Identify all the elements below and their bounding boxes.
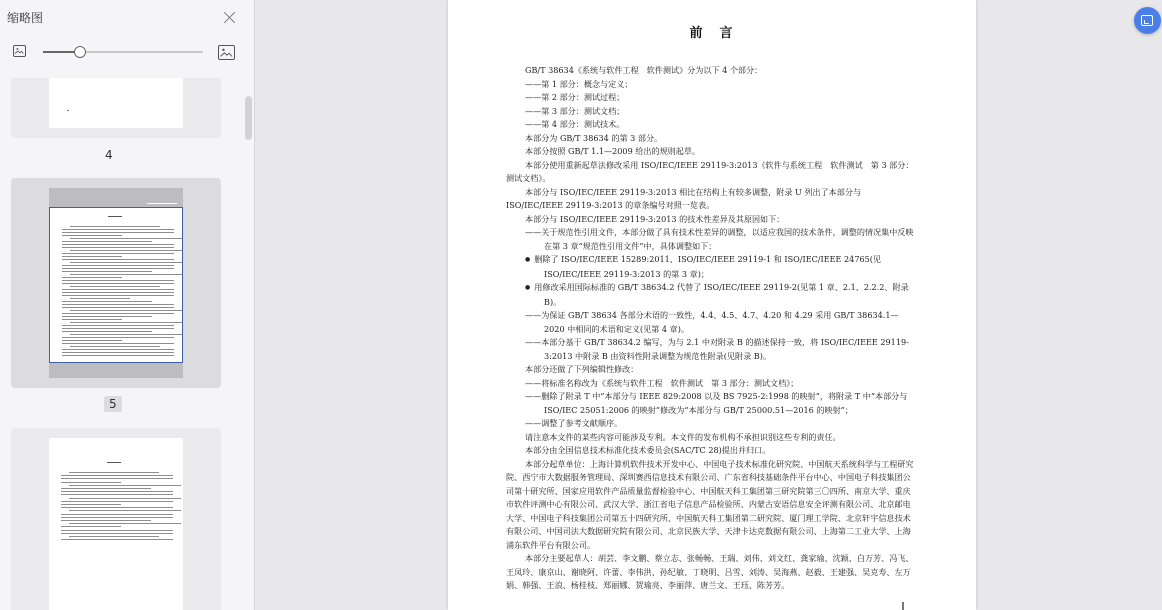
thumb-text-line — [62, 319, 122, 320]
paragraph: ——关于规范性引用文件，本部分做了具有技术性差异的调整，以适应我国的技术条件，调整的情况集中反映在第 3 章“规范性引用文件”中，具体调整如下： — [525, 227, 914, 251]
thumbnail-page-4-image — [49, 78, 183, 128]
thumb-text-line — [61, 482, 121, 483]
thumb-text-line — [70, 298, 130, 299]
paragraph: ——第 1 部分：概念与定义； — [525, 78, 633, 89]
thumb-text-line — [61, 504, 121, 505]
thumb-text-line — [62, 316, 152, 317]
image-export-icon — [1141, 15, 1153, 26]
paragraph: 本部分与 ISO/IEC/IEEE 29119-3:2013 的技术性差异及其原因如下： — [525, 213, 785, 224]
thumb-text-line — [61, 530, 173, 531]
thumb-text-line — [70, 346, 160, 347]
paragraph: 本部分起草单位：上海计算机软件技术开发中心、中国电子技术标准化研究院、中国航天系统科学与工程研究院、西宁市大数据服务管理局、深圳赛西信息技术有限公司、广东省科技基础条件平台中心、中国电子科技集团公司第十研究所、国家应用软件产品质量监督检验中心、中国航天科工集团第三研究院第三〇四所、南京大学、重庆市软件评测中心有限公司、武汉大学、浙江省电子信息产品检验所、内蒙古安语信息安全评测有限公司、北京邮电大学、中国电子科技集团公司第五十四研究所、中国航天科工集团第二研究院、厦门理工学院、北京轩宇信息技术有限公司、中国司法大数据研究院有限公司、北京民族大学、天津卡达克数据有限公司、上海第二工业大学、上海浦东软件平台有限公司。 — [506, 458, 914, 550]
thumb-text-line — [62, 280, 174, 281]
thumb-text-line — [62, 253, 174, 254]
thumb-text-line — [62, 277, 122, 278]
paragraph: 本部分按照 GB/T 1.1—2009 给出的规则起草。 — [525, 146, 701, 156]
thumb-text-line — [61, 507, 173, 508]
paragraph: ● 用修改采用国际标准的 GB/T 38634.2 代替了 ISO/IEC/IEEE 29119-2(见第 1 章、2.1、2.2.2、附录 B)。 — [506, 281, 918, 309]
thumb-text-line — [70, 238, 182, 239]
thumb-text-line — [61, 526, 121, 527]
thumb-title-line — [107, 462, 121, 463]
thumb-text-line — [70, 226, 160, 227]
thumb-mark — [147, 203, 177, 204]
thumb-text-line — [69, 472, 159, 473]
thumb-text-line — [62, 283, 174, 284]
paragraph: ● 删除了 ISO/IEC/IEEE 15289:2011、ISO/IEC/IEEE 29119-1 和 ISO/IEC/IEEE 24765(见 ISO/IEC/IEEE 29119-3:2013 的第 3 章)； — [506, 253, 918, 281]
thumb-text-line — [62, 301, 152, 302]
thumb-title-line — [108, 216, 122, 217]
thumb-text-line — [62, 328, 174, 329]
thumbnail-label-5: 5 — [104, 396, 122, 412]
sidebar-title: 缩略图 — [7, 11, 44, 25]
thumb-text-line — [62, 337, 174, 338]
thumbnail-page-6[interactable] — [11, 428, 221, 610]
thumb-text-line — [61, 533, 173, 534]
thumb-text-line — [62, 352, 174, 353]
thumb-text-line — [62, 256, 122, 257]
thumb-text-line — [69, 536, 159, 537]
thumb-text-line — [62, 229, 174, 230]
close-icon[interactable] — [223, 11, 236, 24]
large-image-glyph — [219, 46, 234, 59]
thumb-text-line — [70, 322, 182, 323]
thumbnail-list[interactable] — [0, 78, 244, 610]
paragraph: ——将标准名称改为《系统与软件工程 软件测试 第 3 部分：测试文档》； — [525, 377, 799, 388]
thumb-text-line — [61, 488, 151, 489]
paragraph: ——第 3 部分：测试文档； — [525, 105, 625, 116]
sidebar-scrollbar[interactable] — [245, 96, 252, 140]
document-page — [448, 0, 976, 610]
thumb-text-line — [62, 259, 174, 260]
thumbnail-sidebar — [0, 0, 255, 610]
thumb-text-line — [62, 241, 152, 242]
thumb-text-line — [62, 289, 174, 290]
thumb-text-line — [69, 510, 181, 511]
thumb-text-line — [62, 232, 174, 233]
thumb-text-line — [70, 310, 182, 311]
small-image-icon[interactable] — [13, 45, 26, 57]
thumb-text-line — [62, 265, 174, 266]
document-body — [506, 64, 918, 593]
thumb-text-line — [61, 491, 173, 492]
thumb-text-line — [62, 304, 174, 305]
paragraph: 本部分还做了下列编辑性修改： — [525, 364, 639, 374]
thumb-text-line — [62, 349, 174, 350]
zoom-slider-handle[interactable] — [74, 46, 86, 58]
thumb-text-line — [62, 244, 174, 245]
paragraph: 本部分与 ISO/IEC/IEEE 29119-3:2013 相比在结构上有较多调整，附录 U 列出了本部分与 ISO/IEC/IEEE 29119-3:2013 的章条编号对照一览表。 — [506, 186, 862, 210]
thumb-text-line — [61, 475, 173, 476]
thumbnail-page-5[interactable] — [11, 178, 221, 388]
paragraph: ——第 2 部分：测试过程； — [525, 92, 625, 102]
paragraph: 本部分主要起草人：胡芸、李文鹏、蔡立志、张畅畅、王瑞、刘伟、刘文红、龚家瑜、沈颖、白万芳、冯飞、王凤玲、康京山、谢晓阿、许蕾、李伟洪、孙纪敏、丁晓明、吕雪、刘涛、吴海燕、赵毅、王建强、吴克寿、左万娟、韩强、王浪、杨桂枝、郑丽娜、贺瑜亮、李丽萍、唐兰文、王珏、陈芳芳。 — [506, 553, 914, 590]
thumb-text-line — [62, 325, 174, 326]
thumb-text-line — [69, 523, 181, 524]
paragraph: GB/T 38634《系统与软件工程 软件测试》分为以下 4 个部分： — [525, 65, 763, 75]
paragraph: 请注意本文件的某些内容可能涉及专利。本文件的发布机构不承担识别这些专利的责任。 — [525, 431, 841, 442]
page-title: 前 言 — [689, 26, 735, 41]
thumb-text-line — [61, 501, 173, 502]
paragraph: ——第 4 部分：测试技术。 — [525, 119, 625, 129]
thumb-text-line — [70, 274, 182, 275]
paragraph: 本部分为 GB/T 38634 的第 3 部分。 — [525, 132, 663, 143]
page-mark — [902, 602, 904, 610]
thumb-text-line — [62, 271, 152, 272]
thumb-mark — [67, 110, 69, 111]
thumb-text-line — [61, 478, 173, 479]
thumb-text-line — [62, 307, 174, 308]
paragraph: 本部分使用重新起草法修改采用 ISO/IEC/IEEE 29119-3:2013《软件与系统工程 软件测试 第 3 部分：测试文档》。 — [506, 159, 914, 183]
large-image-icon[interactable] — [218, 45, 235, 60]
thumb-text-line — [70, 334, 182, 335]
paragraph: 本部分由全国信息技术标准化技术委员会(SAC/TC 28)提出并归口。 — [525, 445, 771, 455]
thumb-text-line — [61, 514, 173, 515]
zoom-slider-track[interactable] — [43, 51, 203, 53]
thumb-text-line — [62, 235, 122, 236]
thumb-text-line — [61, 517, 173, 518]
thumbnail-page-4[interactable] — [11, 78, 221, 138]
paragraph: ——本部分基于 GB/T 38634.2 编写，为与 2.1 中对附录 B 的描述保持一致，将 ISO/IEC/IEEE 29119-3:2013 中附录 B 由资料性附录调整为规范性附录(见附录 B)。 — [525, 337, 909, 361]
thumbnail-page-6-image — [49, 438, 183, 610]
thumb-text-line — [70, 286, 160, 287]
thumb-text-line — [62, 331, 152, 332]
thumb-text-line — [62, 295, 174, 296]
thumb-text-line — [70, 262, 182, 263]
thumb-text-line — [61, 520, 151, 521]
thumb-text-line — [62, 355, 174, 356]
thumbnail-page-5-frame — [49, 188, 183, 378]
thumb-text-line — [62, 247, 174, 248]
thumbnail-page-5-image — [49, 207, 183, 363]
paragraph: ——为保证 GB/T 38634 各部分术语的一致性，4.4、4.5、4.7、4.20 和 4.29 采用 GB/T 38634.1—2020 中相同的术语和定义(见第 4 章)。 — [525, 310, 899, 334]
image-export-button[interactable] — [1134, 7, 1161, 34]
thumb-text-line — [62, 340, 122, 341]
thumb-text-line — [69, 485, 181, 486]
paragraph: ——调整了参考文献顺序。 — [525, 418, 623, 428]
thumb-text-line — [62, 313, 174, 314]
thumb-text-line — [70, 250, 182, 251]
thumbnail-label-4: 4 — [105, 148, 113, 162]
thumb-text-line — [69, 498, 181, 499]
thumb-text-line — [62, 292, 174, 293]
thumb-text-line — [61, 494, 173, 495]
thumb-text-line — [62, 343, 174, 344]
thumb-text-line — [61, 539, 173, 540]
paragraph: ——删除了附录 T 中“本部分与 IEEE 829:2008 以及 BS 7925-2:1998 的映射”，将附录 T 中“本部分与 ISO/IEC 25051:2006 的映射”修改为“本部分与 GB/T 25000.51—2016 的映射”； — [525, 391, 908, 415]
small-image-glyph — [14, 46, 25, 56]
thumb-text-line — [62, 268, 174, 269]
